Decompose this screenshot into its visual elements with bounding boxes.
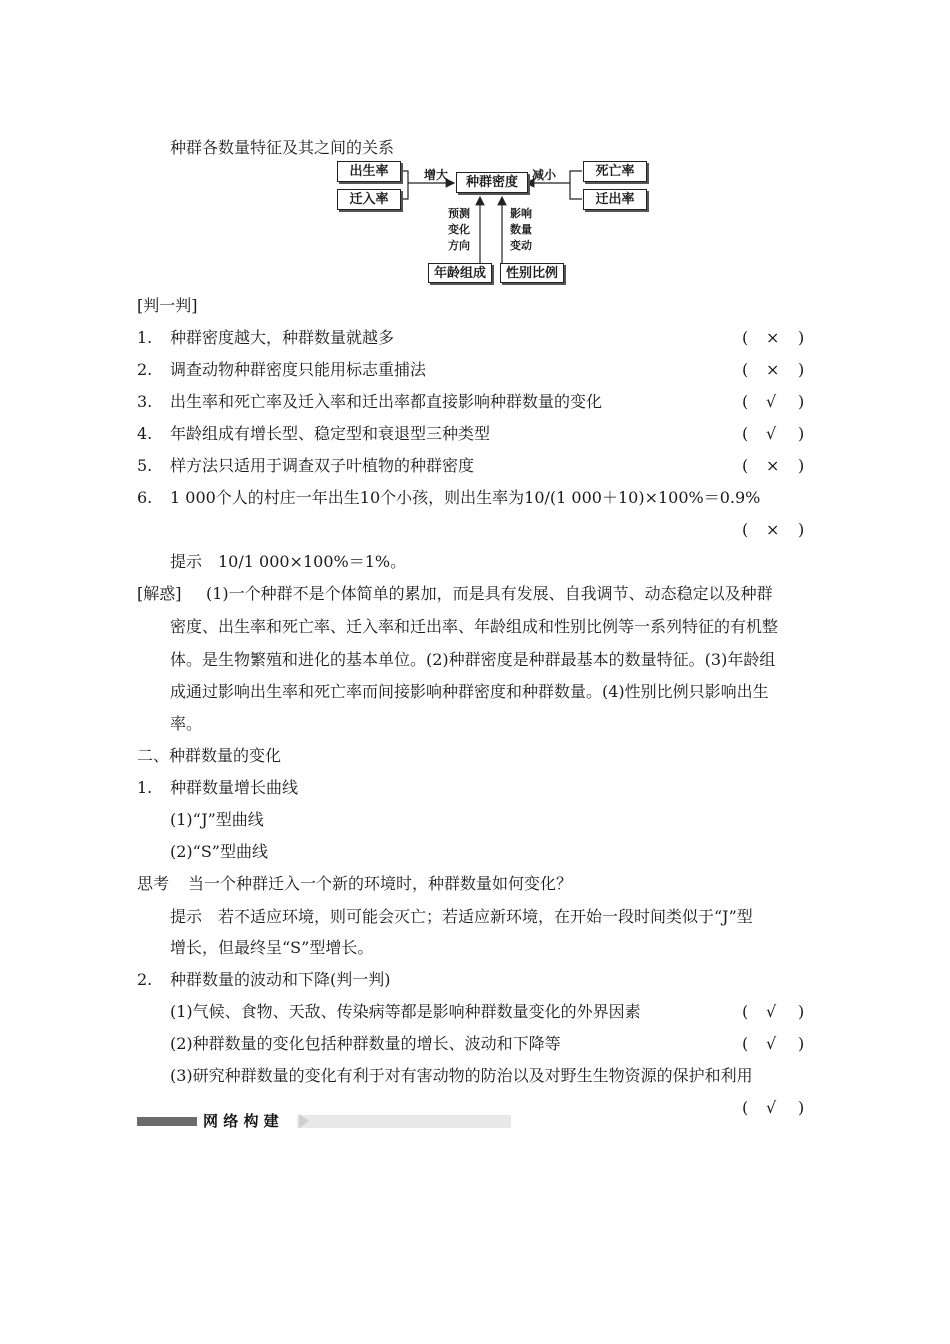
section2-sub1: (1)“J”型曲线 (170, 810, 264, 829)
population-density-box: 种群密度 (456, 172, 528, 193)
age-structure-box: 年龄组成 (428, 263, 492, 283)
section2-judge-1: (1)气候、食物、天敌、传染病等都是影响种群数量变化的外界因素 (170, 1002, 641, 1021)
judge-num-4: 4. (137, 424, 153, 443)
increase-label: 增大 (424, 168, 449, 182)
analysis-line-3: 体。是生物繁殖和进化的基本单位。(2)种群密度是种群最基本的数量特征。(3)年龄组 (170, 650, 776, 669)
think-hint-line-2: 增长，但最终呈“S”型增长。 (170, 938, 374, 957)
sex-ratio-box: 性别比例 (500, 263, 564, 283)
banner-title: 网 络 构 建 (203, 1112, 279, 1130)
section2-judge-3: (3)研究种群数量的变化有利于对有害动物的防治以及对野生生物资源的保护和利用 (170, 1066, 753, 1085)
section2-sub2: (2)“S”型曲线 (170, 842, 268, 861)
judge-text-4: 年龄组成有增长型、稳定型和衰退型三种类型 (170, 424, 491, 443)
judge-num-3: 3. (137, 392, 153, 411)
death-rate-box: 死亡率 (583, 161, 647, 182)
judge-text-5: 样方法只适用于调查双子叶植物的种群密度 (170, 456, 475, 475)
section2-item2-num: 2. (137, 970, 153, 989)
section2-item1: 种群数量增长曲线 (170, 778, 299, 797)
section2-item1-num: 1. (137, 778, 153, 797)
analysis-line-2: 密度、出生率和死亡率、迁入率和迁出率、年龄组成和性别比例等一系列特征的有机整 (170, 617, 779, 636)
analysis-line-5: 率。 (170, 714, 203, 733)
banner-graphic (137, 1112, 511, 1130)
network-banner (137, 1112, 511, 1130)
judge-num-2: 2. (137, 360, 153, 379)
judge-text-2: 调查动物种群密度只能用标志重捕法 (170, 360, 427, 379)
birth-rate-box: 出生率 (337, 161, 401, 182)
judge-num-5: 5. (137, 456, 153, 475)
decrease-label: 减小 (532, 168, 557, 182)
analysis-line-4: 成通过影响出生率和死亡率而间接影响种群密度和种群数量。(4)性别比例只影响出生 (170, 682, 769, 701)
immigration-rate-box: 迁入率 (337, 189, 401, 210)
judge-num-6: 6. (137, 488, 153, 507)
think-hint-line-1: 提示 若不适应环境，则可能会灭亡；若适应新环境，在开始一段时间类似于“J”型 (170, 907, 753, 926)
judge-text-6: 1 000个人的村庄一年出生10个小孩，则出生率为10/(1 000＋10)×100%＝0.9% (170, 488, 761, 507)
analysis-line-1: (1)一个种群不是个体简单的累加，而是具有发展、自我调节、动态稳定以及种群 (206, 584, 773, 603)
section2-item2: 种群数量的波动和下降(判一判) (170, 970, 391, 989)
judge-hint: 提示 10/1 000×100%＝1%。 (170, 552, 407, 571)
section2-title: 二、种群数量的变化 (137, 746, 282, 765)
emigration-rate-box: 迁出率 (583, 189, 647, 210)
judge-num-1: 1. (137, 328, 153, 347)
analysis-label: [解惑] (137, 584, 182, 603)
think-label: 思考 (137, 874, 170, 893)
affect-label: 影响数量变动 (510, 207, 532, 252)
section2-judge-2: (2)种群数量的变化包括种群数量的增长、波动和下降等 (170, 1034, 561, 1053)
judge-text-1: 种群密度越大，种群数量就越多 (170, 328, 395, 347)
diagram-caption: 种群各数量特征及其之间的关系 (170, 138, 395, 157)
judge-text-3: 出生率和死亡率及迁入率和迁出率都直接影响种群数量的变化 (170, 392, 603, 411)
predict-label: 预测变化方向 (448, 207, 470, 252)
think-question: 当一个种群迁入一个新的环境时，种群数量如何变化？ (188, 874, 573, 893)
judge-heading: [判一判] (137, 296, 198, 315)
